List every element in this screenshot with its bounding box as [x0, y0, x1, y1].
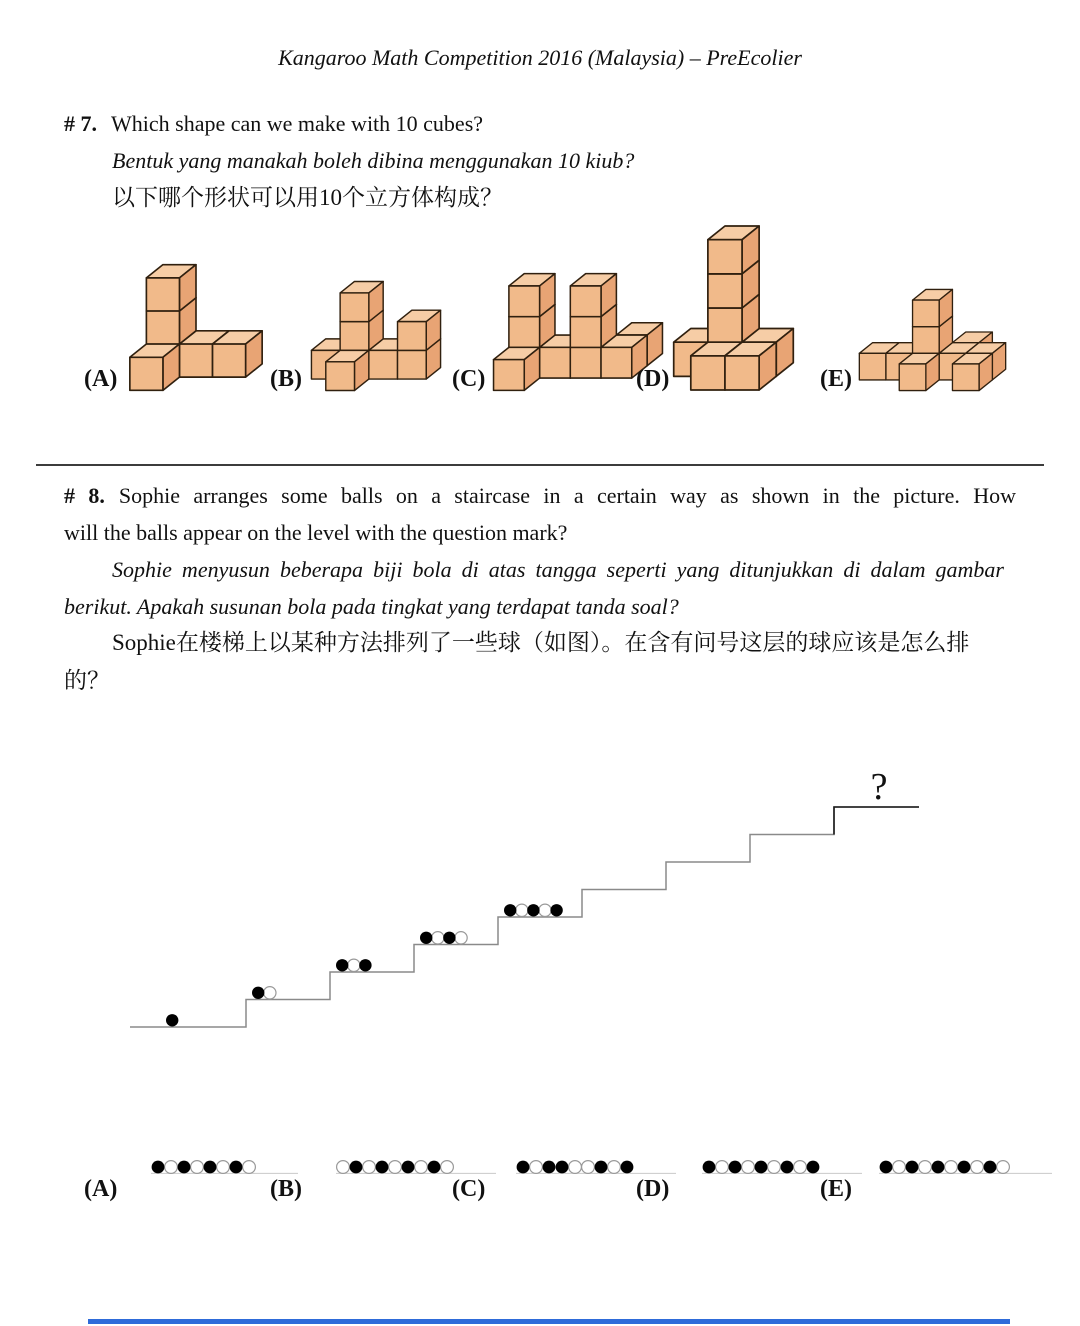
q8-option-a-label: (A) [84, 1176, 118, 1202]
question-8-text-ms-line2: berikut. Apakah susunan bola pada tingkat yang terdapat tanda soal? [64, 594, 679, 619]
question-7-text-zh: 以下哪个形状可以用10个立方体构成？ [112, 185, 503, 210]
question-7-text-en: Which shape can we make with 10 cubes? [111, 111, 484, 136]
question-8-text-zh-line1: Sophie在楼梯上以某种方法排列了一些球（如图）。在含有问号这层的球应该是怎么排 [112, 630, 970, 655]
question-7-line [64, 110, 483, 138]
q8-option-b-label: (B) [270, 1176, 302, 1202]
question-8-text-en-line1: Sophie arranges some balls on a staircase in a certain way as shown in the picture. How [118, 483, 1017, 508]
q7-option-b-label: (B) [270, 366, 302, 392]
page-header: Kangaroo Math Competition 2016 (Malaysia) – PreEcolier [278, 45, 802, 70]
question-8-number: # 8. [64, 483, 105, 508]
q7-option-c-label: (C) [452, 366, 486, 392]
question-8-text-ms-line1: Sophie menyusun beberapa biji bola di atas tangga seperti yang ditunjukkan di dalam gambar [112, 557, 1004, 582]
q8-option-e-figure [878, 1157, 1055, 1179]
svg-text:?: ? [870, 766, 888, 808]
q7-option-a-label: (A) [84, 366, 118, 392]
q7-option-b-figure [310, 280, 442, 392]
q7-option-a-figure [128, 263, 264, 392]
q8-option-d-label: (D) [636, 1176, 670, 1202]
staircase-figure [122, 752, 932, 1042]
question-8-text-en-line2: will the balls appear on the level with the question mark? [64, 520, 568, 545]
question-8-line1 [64, 482, 1016, 510]
q8-option-c-label: (C) [452, 1176, 486, 1202]
section-divider [36, 464, 1044, 466]
question-8-text-zh-line2: 的？ [64, 668, 110, 693]
q8-option-e-label: (E) [820, 1176, 852, 1202]
q7-option-d-figure [672, 224, 795, 392]
q7-option-e-label: (E) [820, 366, 852, 392]
bottom-accent-bar [88, 1319, 1010, 1324]
q7-option-e-figure [858, 288, 1007, 392]
question-7-text-ms: Bentuk yang manakah boleh dibina menggunakan 10 kiub? [112, 148, 635, 173]
question-7-number: # 7. [64, 111, 97, 136]
q7-option-d-label: (D) [636, 366, 670, 392]
